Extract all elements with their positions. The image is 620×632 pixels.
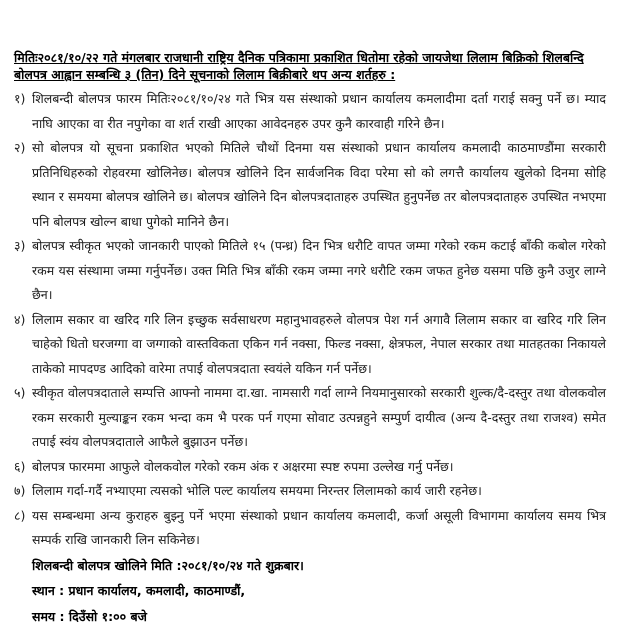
condition-text: यस सम्बन्धमा अन्य कुराहरु बुझ्नु पर्ने भएमा संस्थाको प्रधान कार्यालय कमलादी, कर्जा असूली विभागमा कार्यालय समय भित्र सम्पर्क राखि जानकारी लिन सकिनेछ। <box>32 507 606 547</box>
condition-number: ७) <box>14 483 26 498</box>
condition-text: बोलपत्र स्वीकृत भएको जानकारी पाएको मितिले १५ (पन्ध्र) दिन भित्र धरौटि वापत जम्मा गरेको रकम कटाई बाँकी कबोल गरेको रकम यस संस्थामा जम्मा गर्नुपर्नेछ। उक्त मिति भित्र बाँकी रकम जम्मा नगरे धरौटि रकम जफत हुनेछ यसमा पछि कुनै उजुर लाग्ने छैन। <box>32 238 606 302</box>
condition-item <box>14 136 606 234</box>
condition-text: स्वीकृत वोलपत्रदाताले सम्पत्ति आफ्नो नाममा दा.खा. नामसारी गर्दा लाग्ने नियमानुसारको सरकारी शुल्क/दै-दस्तुर तथा वोलकवोल रकम सरकारी मुल्याङ्कन रकम भन्दा कम भै परक पर्न गएमा सोवाट उत्पन्नहुने सम्पुर्ण दायीत्व (अन्य दै-दस्तुर तथा राजश्व) समेत तपाई स्वंय वोलपत्रदाताले आफैले बुझाउन पर्नेछ। <box>32 385 606 449</box>
condition-text: सो बोलपत्र यो सूचना प्रकाशित भएको मितिले चौथों दिनमा यस संस्थाको प्रधान कार्यालय कमलादी काठमाण्डौंमा सरकारी प्रतिनिधिहरुको रोहवरमा खोलिनेछ। बोलपत्र खोलिने दिन सार्वजनिक विदा परेमा सो को लगत्तै कार्यालय खुलेको दिनमा सोहि स्थान र समयमा बोलपत्र खोलिने छ। बोलपत्र खोलिने दिन बोलपत्रदाताहरु उपस्थित हुनुपर्नेछ तर बोलपत्रदाताहरु उपस्थित नभएमा पनि बोलपत्र खोल्न बाधा पुगेको मानिने छैन। <box>32 140 606 229</box>
condition-item <box>14 504 606 553</box>
notice-document <box>14 49 606 629</box>
condition-item <box>14 234 606 308</box>
condition-item <box>14 381 606 455</box>
condition-number: ६) <box>14 458 26 474</box>
conditions-list <box>14 87 606 553</box>
condition-number: ८) <box>14 507 26 523</box>
condition-text: बोलपत्र फारममा आफुले वोलकवोल गरेको रकम अंक र अक्षरमा स्पष्ट रुपमा उल्लेख गर्नु पर्नेछ। <box>32 458 454 474</box>
condition-item <box>14 455 606 480</box>
condition-item <box>14 308 606 382</box>
condition-number: ३) <box>14 238 26 253</box>
condition-item <box>14 87 606 136</box>
condition-text: लिलाम गर्दा-गर्दै नभ्याएमा त्यसको भोलि पल्ट कार्यालय समयमा निरन्तर लिलामको कार्य जारी रहनेछ। <box>32 483 482 498</box>
condition-item <box>14 479 606 504</box>
opening-time: समय : दिउँसो १:०० बजे <box>32 608 147 624</box>
opening-place: स्थान : प्रधान कार्यालय, कमलादी, काठमाण्डौं, <box>32 583 246 598</box>
condition-number: ५) <box>14 385 26 400</box>
condition-number: ४) <box>14 311 26 327</box>
opening-date: शिलबन्दी बोलपत्र खोलिने मिति :२०८१/१०/२४ गते शुक्रबार। <box>32 557 304 573</box>
condition-text: लिलाम सकार वा खरिद गरि लिन इच्छुक सर्वसाधरण महानुभावहरुले वोलपत्र पेश गर्न अगावै लिलाम सकार वा खरिद गरि लिन चाहेको धितो घरजग्गा वा जग्गाको वास्तविकता एकिन गर्न नक्सा, फिल्ड नक्सा, क्षेत्रफल, नेपाल सरकार तथा मातहतका निकायले ताकेको मापदण्ड आदिको वारेमा तपाई वोलपत्रदाता स्वयंले यकिन गर्न पर्नेछ। <box>32 311 606 376</box>
condition-text: शिलबन्दी बोलपत्र फारम मितिः२०८१/१०/२४ गते भित्र यस संस्थाको प्रधान कार्यालय कमलादीमा दर्ता गराई सक्नु पर्ने छ। म्याद नाघि आएका वा रीत नपुगेका वा शर्त राखी आएका आवेदनहरु उपर कुनै कारवाही गरिने छैन। <box>32 91 606 131</box>
notice-heading: मितिः२०८१/१०/२२ गते मंगलबार राजधानी राष्ट्रिय दैनिक पत्रिकामा प्रकाशित धितोमा रहेको जायजेथा लिलाम बिक्रिको शिलबन्दि बोलपत्र आह्वान सम्बन्धि ३ (तिन) दिने सूचनाको लिलाम बिक्रीबारे थप अन्य शर्तहरु : <box>14 50 584 82</box>
condition-number: २) <box>14 140 26 155</box>
condition-number: १) <box>14 91 26 106</box>
